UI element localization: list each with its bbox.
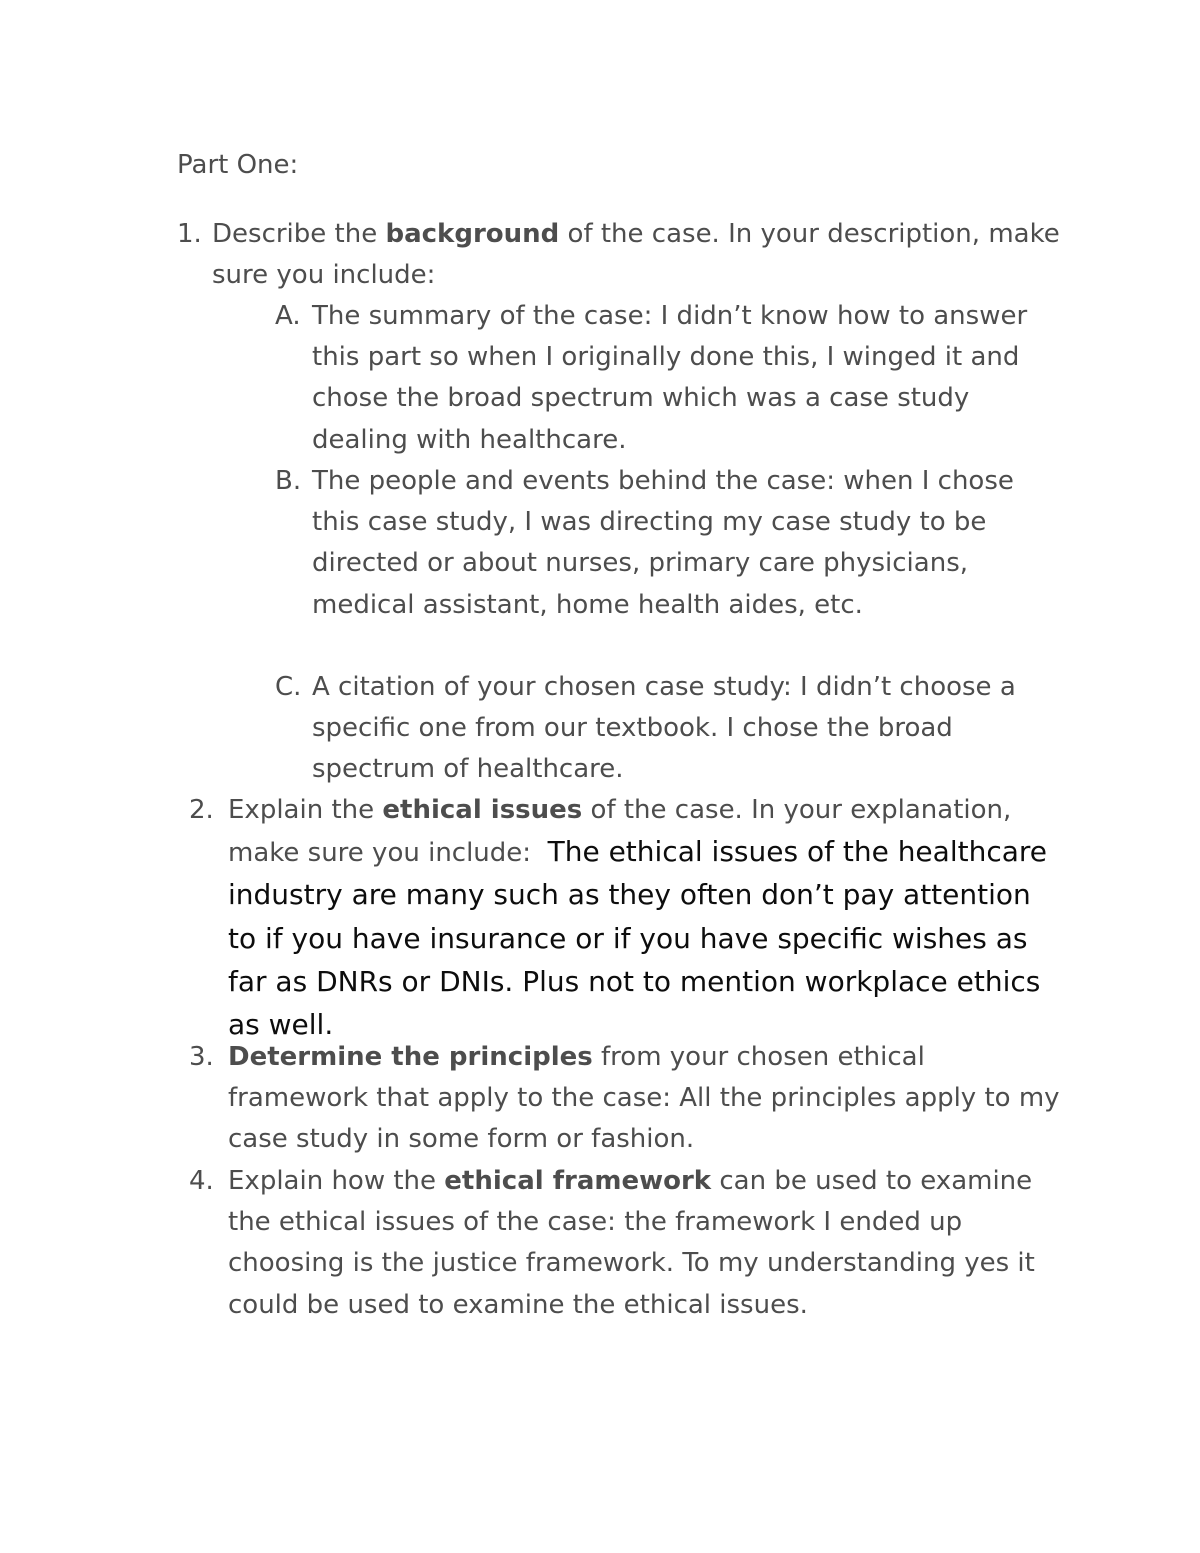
question-2-post: of the case. In your explanation, make sure you include: <box>228 795 1012 869</box>
subitem-c-text: A citation of your chosen case study: I didn’t choose a specific one from our textbook. I chose the broad spectrum of healthcare. <box>312 672 1016 785</box>
question-1-post: of the case. In your description, make sure you include: <box>212 219 1060 291</box>
part-heading: Part One: <box>177 150 299 180</box>
subitem-c-letter: C. <box>275 672 302 702</box>
question-1-number: 1. <box>177 219 202 249</box>
question-1-text <box>177 214 1067 296</box>
question-4-text <box>189 1161 1067 1326</box>
question-1-pre: Describe the <box>212 219 386 249</box>
question-2-text <box>189 790 1067 1047</box>
subitem-a-text: The summary of the case: I didn’t know how to answer this part so when I originally done this, I winged it and chose the broad spectrum which was a case study dealing with healthcare. <box>312 301 1028 455</box>
question-2-number: 2. <box>189 795 214 825</box>
subitem-b-text: The people and events behind the case: when I chose this case study, I was directing my case study to be directed or about nurses, primary care physicians, medical assistant, home health aides, etc. <box>312 466 1014 620</box>
question-3-text <box>189 1037 1067 1161</box>
question-2-bold: ethical issues <box>382 795 583 825</box>
question-2-pre: Explain the <box>228 795 383 825</box>
subitem-a-letter: A. <box>275 301 301 331</box>
question-4 <box>189 1161 1067 1326</box>
question-1-bold: background <box>385 219 560 249</box>
subitem-b <box>275 461 1065 626</box>
question-4-number: 4. <box>189 1166 214 1196</box>
subitem-a <box>275 296 1065 461</box>
question-4-post: can be used to examine the ethical issues of the case: the framework I ended up choosing is the justice framework. To my understanding yes it could be used to examine the ethical issues. <box>228 1166 1035 1320</box>
subitem-b-letter: B. <box>275 466 302 496</box>
question-1 <box>177 214 1067 296</box>
question-2-answer: The ethical issues of the healthcare industry are many such as they often don’t pay attention to if you have insurance or if you have specific wishes as far as DNRs or DNIs. Plus not to mention workplace ethics as well. <box>228 835 1047 1042</box>
question-4-pre: Explain how the <box>228 1166 445 1196</box>
question-4-bold: ethical framework <box>444 1166 712 1196</box>
question-3-number: 3. <box>189 1042 214 1072</box>
question-3-post: from your chosen ethical framework that apply to the case: All the principles apply to my case study in some form or fashion. <box>228 1042 1060 1155</box>
question-3 <box>189 1037 1067 1161</box>
question-2 <box>189 790 1067 1047</box>
question-3-bold: Determine the principles <box>228 1042 593 1072</box>
subitem-c <box>275 667 1065 791</box>
